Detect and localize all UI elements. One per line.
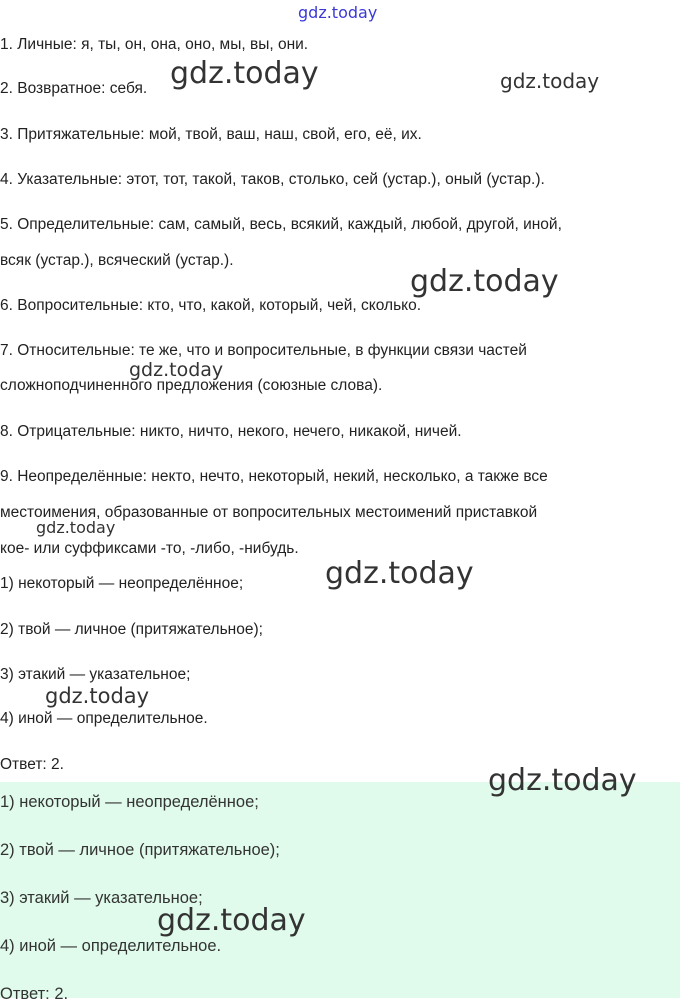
watermark: gdz.today (410, 264, 559, 299)
text-line: 2. Возвратное: себя. (0, 80, 148, 97)
text-line: 2) твой — личное (притяжательное); (0, 621, 263, 638)
text-line: местоимения, образованные от вопросительных местоимений приставкой (0, 504, 538, 521)
text-line: 8. Отрицательные: никто, ничто, некого, нечего, никакой, ничей. (0, 423, 462, 440)
text-line: 1. Личные: я, ты, он, она, оно, мы, вы, они. (0, 36, 309, 53)
text-line: всяк (устар.), всяческий (устар.). (0, 252, 234, 269)
watermark: gdz.today (45, 684, 150, 708)
watermark: gdz.today (488, 763, 637, 798)
answer-line: 2) твой — личное (притяжательное); (0, 841, 280, 859)
text-line: 7. Относительные: те же, что и вопросительные, в функции связи частей (0, 342, 527, 359)
watermark: gdz.today (36, 518, 116, 537)
text-line: 3. Притяжательные: мой, твой, ваш, наш, свой, его, её, их. (0, 126, 422, 143)
answer-line: 4) иной — определительное. (0, 937, 222, 955)
text-line: 4) иной — определительное. (0, 710, 208, 727)
text-line: 3) этакий — указательное; (0, 666, 191, 683)
text-line: кое- или суффиксами -то, -либо, -нибудь. (0, 540, 299, 557)
watermark: gdz.today (157, 903, 306, 938)
watermark: gdz.today (325, 556, 474, 591)
site-link[interactable]: gdz.today (298, 3, 378, 22)
text-line: Ответ: 2. (0, 756, 64, 773)
answer-line: 3) этакий — указательное; (0, 889, 203, 907)
text-line: 1) некоторый — неопределённое; (0, 575, 244, 592)
answer-panel (0, 782, 680, 1003)
text-line: 9. Неопределённые: некто, нечто, некоторый, некий, несколько, а также все (0, 468, 548, 485)
text-line: 5. Определительные: сам, самый, весь, всякий, каждый, любой, другой, иной, (0, 216, 562, 233)
text-line: 6. Вопросительные: кто, что, какой, который, чей, сколько. (0, 297, 422, 314)
text-line: 4. Указательные: этот, тот, такой, таков, столько, сей (устар.), оный (устар.). (0, 171, 545, 188)
watermark: gdz.today (170, 56, 319, 91)
watermark: gdz.today (129, 359, 224, 381)
watermark: gdz.today (500, 69, 600, 93)
answer-line: 1) некоторый — неопределённое; (0, 793, 259, 811)
answer-line: Ответ: 2. (0, 985, 69, 1003)
text-line: сложноподчиненного предложения (союзные слова). (0, 377, 383, 394)
